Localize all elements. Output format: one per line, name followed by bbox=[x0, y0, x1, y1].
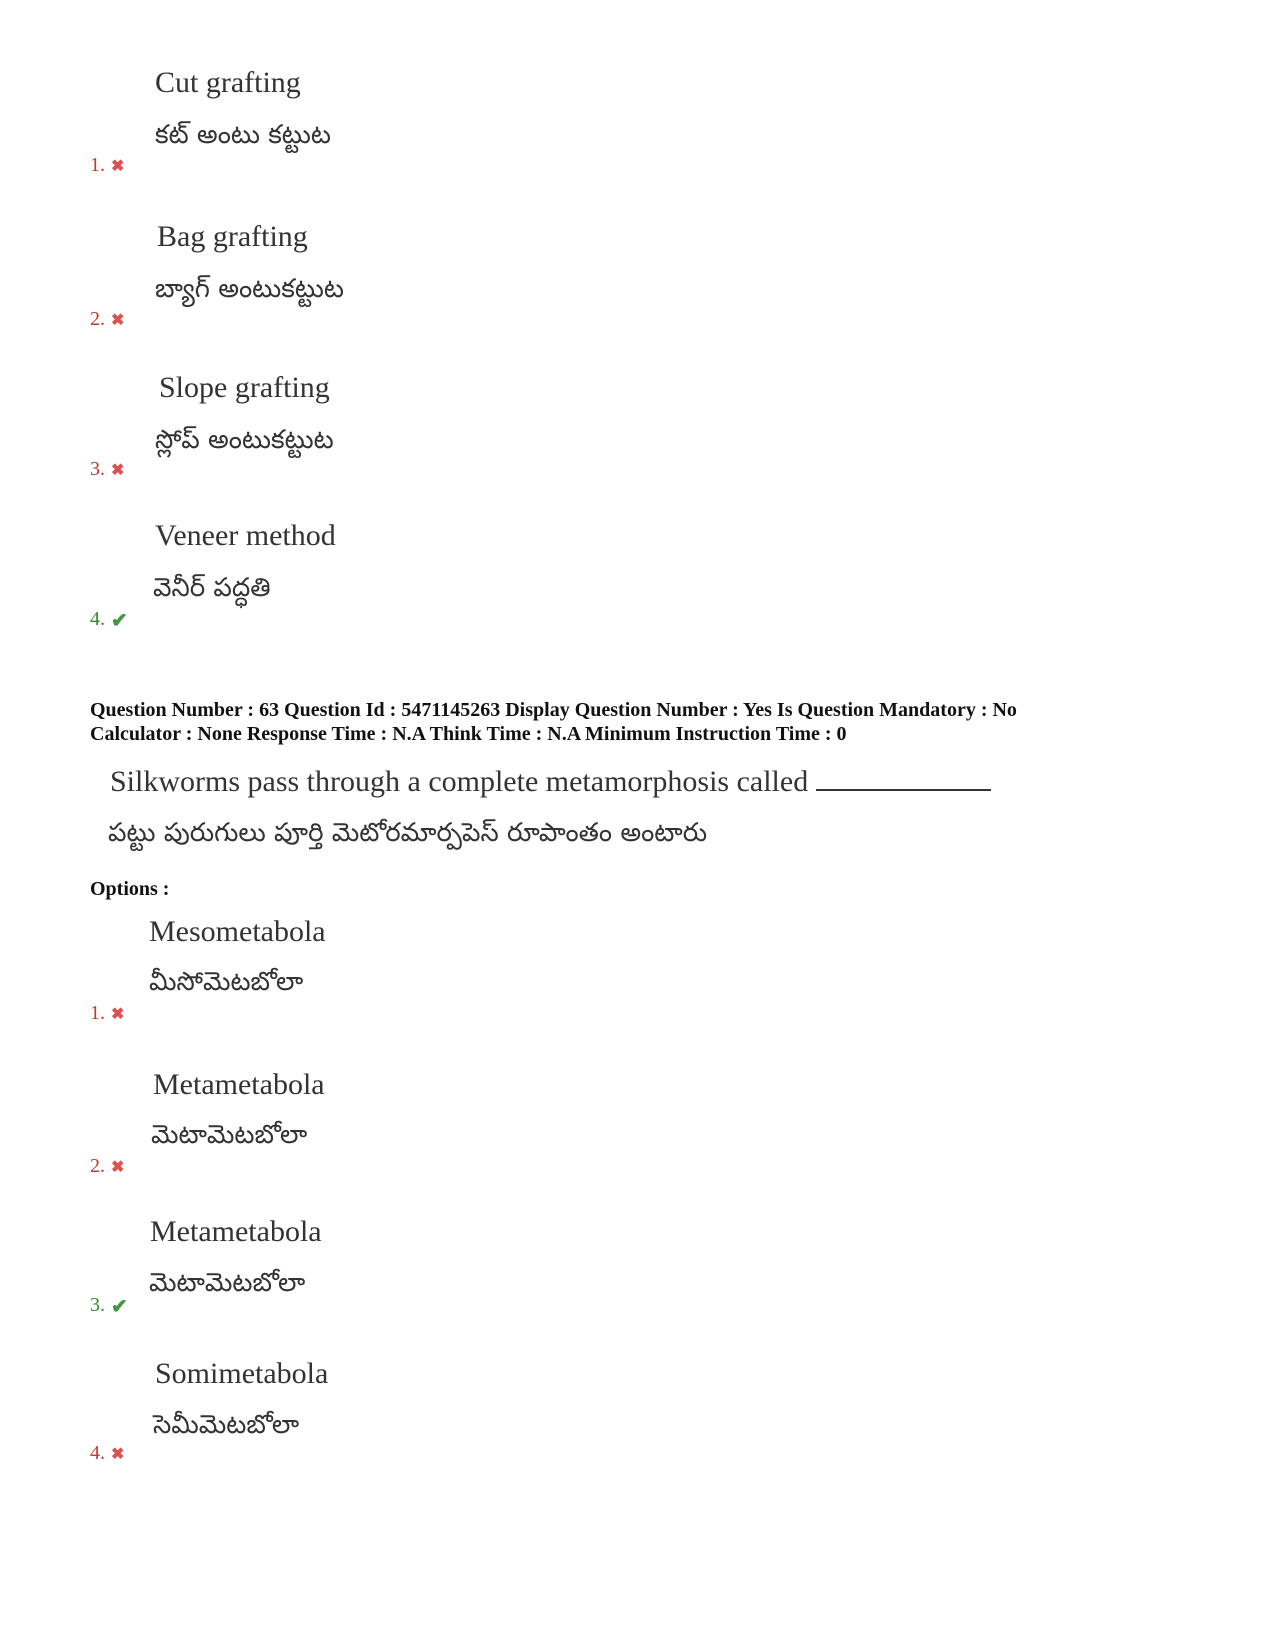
option-4-telugu: సెమీమెటబోలా bbox=[153, 1410, 300, 1440]
option-4-english: Somimetabola bbox=[155, 1357, 329, 1390]
question-meta-line-2: Calculator : None Response Time : N.A Think Time : N.A Minimum Instruction Time : 0 bbox=[90, 723, 847, 745]
option-1-english: Mesometabola bbox=[149, 915, 326, 948]
option-1-telugu: మీసోమెటబోలా bbox=[149, 967, 304, 997]
question-meta-line-1: Question Number : 63 Question Id : 5471145263 Display Question Number : Yes Is Question Mandatory : No bbox=[90, 699, 1017, 721]
cross-icon: ✖ bbox=[111, 158, 125, 176]
option-number: 2. bbox=[90, 308, 105, 330]
question-text-english-content: Silkworms pass through a complete metamorphosis called bbox=[110, 765, 809, 798]
option-number: 1. bbox=[90, 1002, 105, 1024]
option-1-marker bbox=[90, 1002, 124, 1025]
prev-option-4-english: Veneer method bbox=[155, 519, 336, 552]
option-number: 1. bbox=[90, 154, 105, 176]
option-2-telugu: మెటామెటబోలా bbox=[151, 1120, 308, 1150]
option-3-telugu: మెటామెటబోలా bbox=[149, 1268, 306, 1298]
option-3-marker bbox=[90, 1294, 128, 1319]
option-2-english: Metametabola bbox=[153, 1068, 325, 1101]
cross-icon: ✖ bbox=[111, 1159, 125, 1177]
check-icon: ✔ bbox=[111, 1296, 128, 1318]
prev-option-1-marker bbox=[90, 154, 124, 177]
option-number: 2. bbox=[90, 1155, 105, 1177]
prev-option-2-marker bbox=[90, 308, 124, 331]
question-text-telugu: పట్టు పురుగులు పూర్తి మెటోరమార్పపెస్ రూపాంతం అంటారు bbox=[108, 818, 708, 848]
prev-option-4-marker bbox=[90, 608, 128, 633]
question-text-english bbox=[110, 765, 991, 799]
prev-option-3-telugu: స్లోప్ అంటుకట్టుట bbox=[155, 425, 334, 455]
prev-option-4-telugu: వెనీర్ పద్ధతి bbox=[153, 573, 271, 603]
options-label: Options : bbox=[90, 878, 170, 900]
option-number: 3. bbox=[90, 1294, 105, 1317]
prev-option-3-english: Slope grafting bbox=[159, 371, 330, 404]
option-2-marker bbox=[90, 1155, 124, 1178]
prev-option-1-english: Cut grafting bbox=[155, 66, 301, 99]
option-3-english: Metametabola bbox=[150, 1215, 322, 1248]
prev-option-3-marker bbox=[90, 458, 124, 481]
option-4-marker bbox=[90, 1442, 124, 1465]
prev-option-2-english: Bag grafting bbox=[157, 220, 308, 253]
option-number: 3. bbox=[90, 458, 105, 480]
option-number: 4. bbox=[90, 1442, 105, 1464]
cross-icon: ✖ bbox=[111, 1446, 125, 1464]
option-number: 4. bbox=[90, 608, 105, 631]
cross-icon: ✖ bbox=[111, 312, 125, 330]
prev-option-1-telugu: కట్ అంటు కట్టుట bbox=[155, 120, 331, 150]
prev-option-2-telugu: బ్యాగ్ అంటుకట్టుట bbox=[155, 274, 344, 304]
cross-icon: ✖ bbox=[111, 1006, 125, 1024]
cross-icon: ✖ bbox=[111, 462, 125, 480]
answer-blank bbox=[816, 767, 991, 791]
check-icon: ✔ bbox=[111, 610, 128, 632]
